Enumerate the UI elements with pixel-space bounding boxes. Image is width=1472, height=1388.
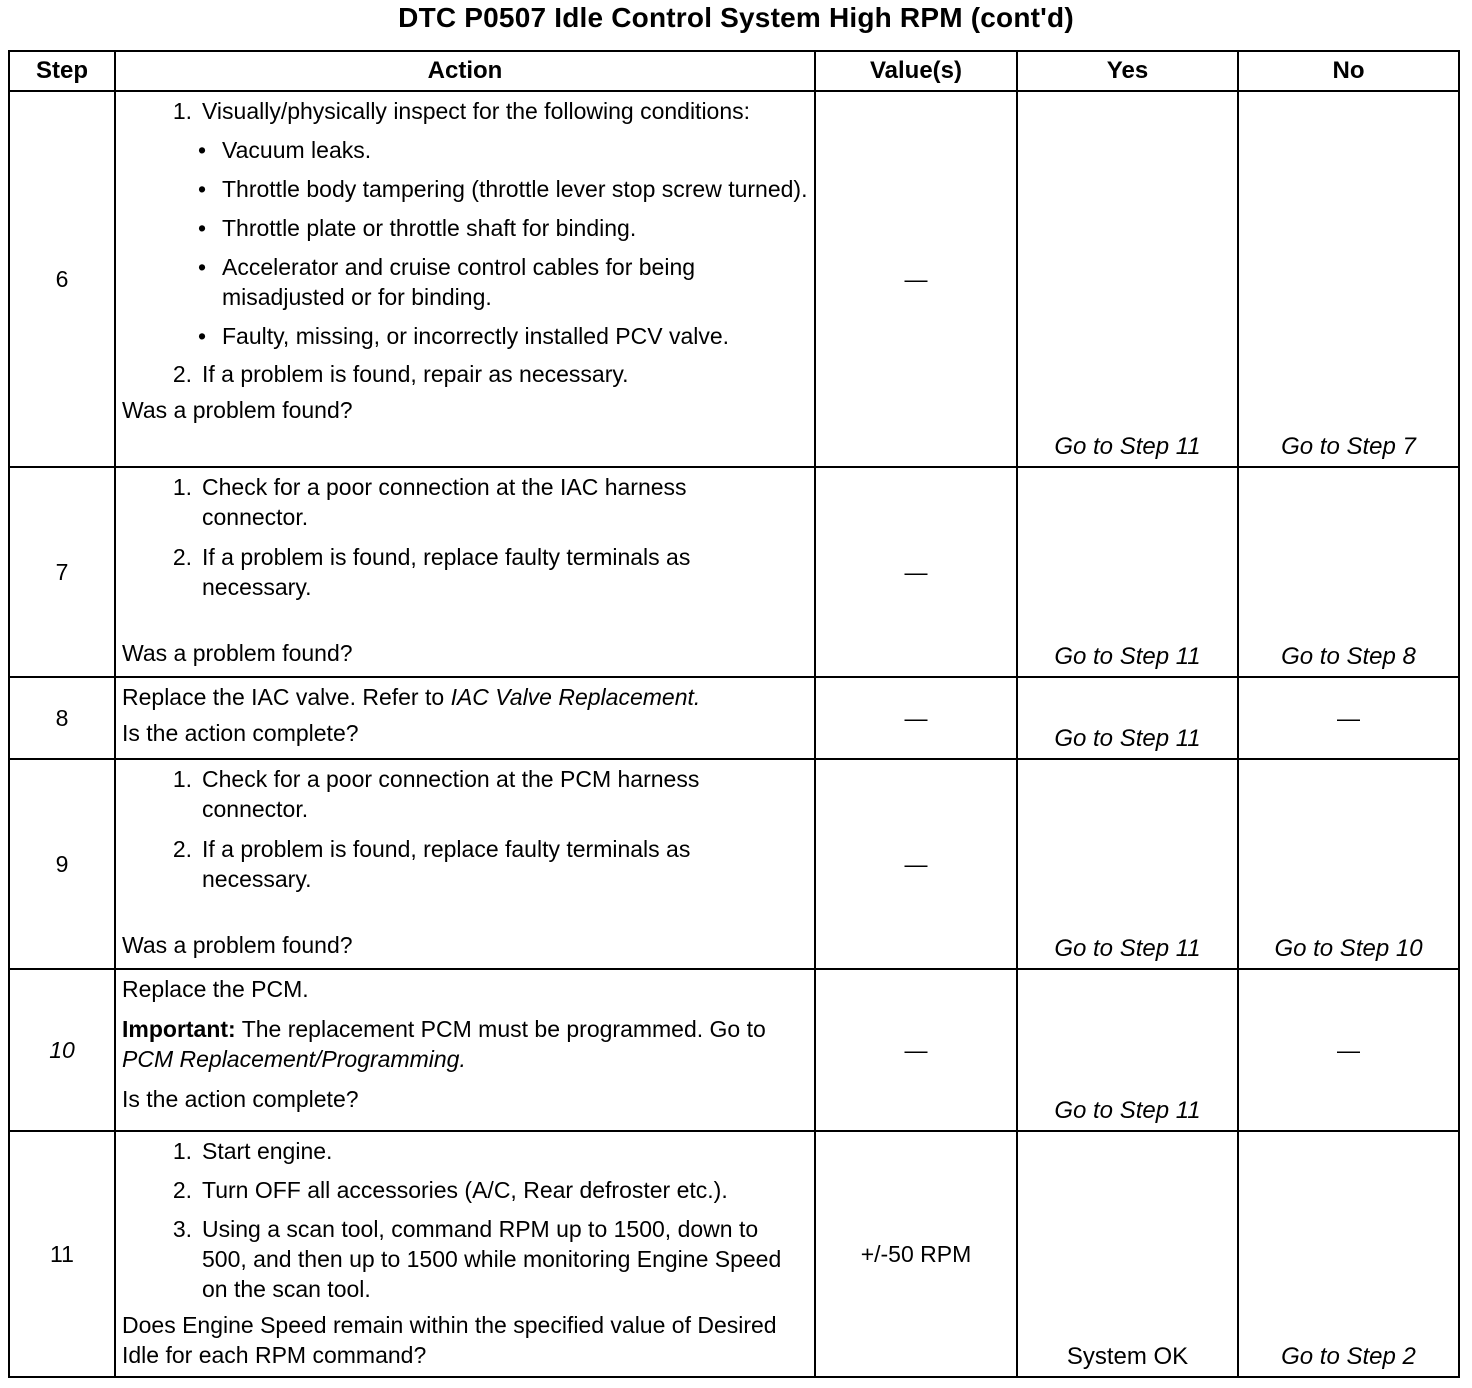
value-cell: — — [815, 467, 1017, 677]
header-no: No — [1238, 51, 1459, 91]
no-cell: Go to Step 8 — [1238, 467, 1459, 677]
list-item: 1. Start engine. — [172, 1138, 333, 1164]
action-text: Replace the IAC valve. Refer to IAC Valve Replacement. — [122, 684, 701, 710]
no-cell: Go to Step 7 — [1238, 91, 1459, 467]
header-values: Value(s) — [815, 51, 1017, 91]
list-item: 1. Check for a poor connection at the IAC harness connector. — [172, 474, 687, 530]
table-row — [9, 759, 1459, 969]
value-cell: +/-50 RPM — [815, 1131, 1017, 1377]
no-cell: — — [1238, 677, 1459, 759]
diagnostic-table — [8, 50, 1460, 1378]
action-cell — [115, 1131, 815, 1377]
yes-cell: System OK — [1017, 1131, 1238, 1377]
list-item: • Vacuum leaks. — [198, 137, 372, 163]
important-note: Important: The replacement PCM must be programmed. Go to PCM Replacement/Programming. — [122, 1016, 766, 1072]
value-cell: — — [815, 759, 1017, 969]
step-number: 8 — [9, 677, 115, 759]
list-item: 2. If a problem is found, repair as necessary. — [172, 361, 629, 387]
yes-cell: Go to Step 11 — [1017, 91, 1238, 467]
no-cell: — — [1238, 969, 1459, 1131]
list-item: 2. If a problem is found, replace faulty terminals as necessary. — [172, 544, 691, 600]
value-cell: — — [815, 969, 1017, 1131]
question-text: Is the action complete? — [122, 720, 359, 746]
question-text: Was a problem found? — [122, 932, 353, 958]
table-row — [9, 91, 1459, 467]
step-number: 7 — [9, 467, 115, 677]
header-action: Action — [115, 51, 815, 91]
question-text: Is the action complete? — [122, 1086, 359, 1112]
reference-link: PCM Replacement/Programming. — [122, 1046, 466, 1072]
list-item: 2. Turn OFF all accessories (A/C, Rear defroster etc.). — [172, 1177, 728, 1203]
step-number: 11 — [9, 1131, 115, 1377]
step-number: 10 — [9, 969, 115, 1131]
table-row — [9, 969, 1459, 1131]
page-title: DTC P0507 Idle Control System High RPM (cont'd) — [398, 2, 1074, 33]
action-cell — [115, 759, 815, 969]
list-item: • Accelerator and cruise control cables for being misadjusted or for binding. — [198, 254, 696, 310]
no-cell: Go to Step 2 — [1238, 1131, 1459, 1377]
value-cell: — — [815, 677, 1017, 759]
action-cell — [115, 467, 815, 677]
table-row — [9, 1131, 1459, 1377]
yes-cell: Go to Step 11 — [1017, 677, 1238, 759]
yes-cell: Go to Step 11 — [1017, 759, 1238, 969]
list-item: 2. If a problem is found, replace faulty terminals as necessary. — [172, 836, 691, 892]
table-row — [9, 467, 1459, 677]
step-number: 9 — [9, 759, 115, 969]
list-item: 1. Visually/physically inspect for the following conditions: — [172, 98, 751, 124]
header-step: Step — [9, 51, 115, 91]
list-item: 3. Using a scan tool, command RPM up to 1500, down to 500, and then up to 1500 while monitoring Engine Speed on the scan tool. — [172, 1216, 782, 1302]
value-cell: — — [815, 91, 1017, 467]
header-row — [9, 51, 1459, 91]
yes-cell: Go to Step 11 — [1017, 467, 1238, 677]
important-label: Important: — [122, 1016, 236, 1042]
question-text: Does Engine Speed remain within the specified value of Desired Idle for each RPM command? — [122, 1312, 777, 1368]
question-text: Was a problem found? — [122, 397, 353, 423]
reference-link: IAC Valve Replacement. — [450, 684, 701, 710]
step-number: 6 — [9, 91, 115, 467]
action-cell — [115, 677, 815, 759]
header-yes: Yes — [1017, 51, 1238, 91]
table-row — [9, 677, 1459, 759]
list-item: 1. Check for a poor connection at the PCM harness connector. — [172, 766, 700, 822]
action-text: Replace the PCM. — [122, 976, 309, 1002]
yes-cell: Go to Step 11 — [1017, 969, 1238, 1131]
list-item: • Throttle body tampering (throttle lever stop screw turned). — [198, 176, 808, 202]
list-item: • Faulty, missing, or incorrectly installed PCV valve. — [198, 323, 730, 349]
question-text: Was a problem found? — [122, 640, 353, 666]
no-cell: Go to Step 10 — [1238, 759, 1459, 969]
action-cell — [115, 969, 815, 1131]
action-cell — [115, 91, 815, 467]
list-item: • Throttle plate or throttle shaft for binding. — [198, 215, 637, 241]
